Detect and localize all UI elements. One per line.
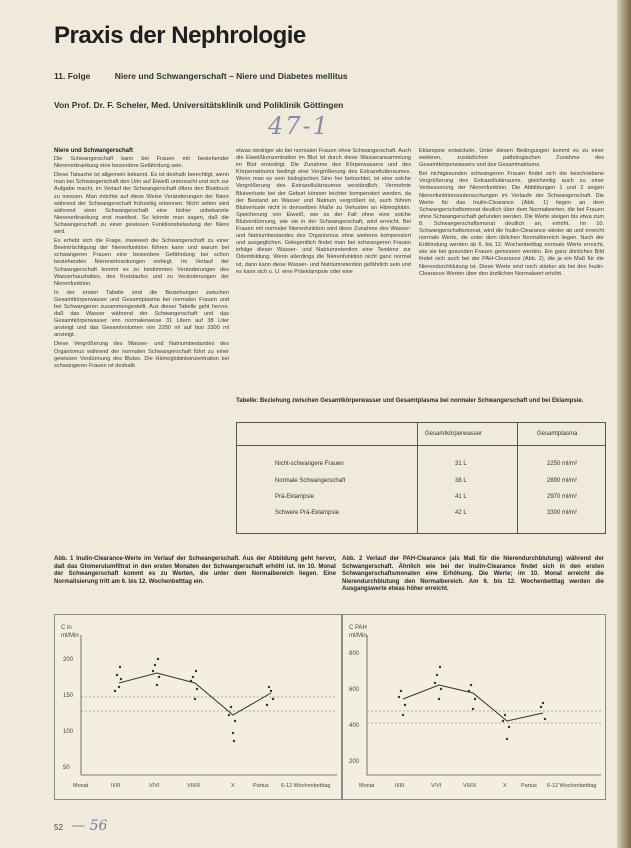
page-number: 52 (54, 823, 63, 832)
y-tick-label: 150 (63, 693, 74, 699)
x-tick-label: VII/IX (463, 783, 477, 789)
x-tick-label: II/III (111, 783, 121, 789)
table-cell: 42 L (455, 510, 467, 516)
page-edge-shadow (617, 0, 631, 848)
y-tick-label: 100 (63, 729, 74, 735)
figure-1-svg (55, 615, 341, 799)
paragraph: Bei nichtgesunden schwangeren Frauen findet sich die beschriebene Vergrößerung des Extrazellulärraums, gleichzeitig auch zu einer Verbesserung der Nierenfunktion. Die Abbildungen 1 und 2 zeigen Nierenfunktionsuntersuchungen im Verlaufe der Schwangerschaft. Die Werte für das Inulin-Clearance (Abb. 1) liegen an dem Schwangerschaftsmonat deutlich über dem Normalwerten, die bei Frauen ohne Schwangerschaft gefunden werden. Die Werte steigen bis etwa zum 8. Schwangerschaftsmonat deutlich an, erhöht. Im 10. Schwangerschaftsmonat, wird die Inulin-Clearance wieder ab und erreicht normale Werte, die unter dem üblichen Normalbereich liegen. Nach der Entbindung werden ab 6. bis 12. Wochenbetttag normale Werte erreicht, wie sie bei gesunden Frauen gemessen werden. Ein ganz ähnliches Bild findet sich auch bei der PAH-Clearance (Abb. 2), die ja ein Maß für die Nierendurchblutung ist. Diese Werte sind noch stärker als bei den Inulin-Clearance-Werten über den ärztlichen Normalwert erhöht. (419, 171, 604, 277)
table-header-cell: Gesamtkörperwasser (425, 431, 483, 437)
series-topic: Niere und Schwangerschaft – Niere und Diabetes mellitus (114, 71, 348, 81)
table-caption: Tabelle: Beziehung zwischen Gesamtkörperwasser und Gesamtplasma bei normaler Schwangerschaft und bei Eklampsie. (236, 398, 584, 404)
table-cell: 2250 ml/m² (547, 461, 578, 467)
table-cell: 41 L (455, 494, 467, 500)
y-tick-label: 600 (349, 687, 360, 693)
x-tick-label: V/VI (149, 783, 160, 789)
paragraph: Es erhebt sich die Frage, inwieweit die Schwangerschaft zu einer Beeinträchtigung der Nierenfunktion führen kann und warum bei schwangeren Frauen eine besondere Gefährdung bei schon bestehenden Nierenerkrankungen vorliegt. Im Verlauf der Schwangerschaft kommt es zu bestimmten Veränderungen des Wasserhaushaltes, des Kreislaufes und zu Veränderungen der Nierenfunktion. (54, 238, 229, 287)
mean-line (119, 673, 271, 715)
x-tick-label: Partus (253, 783, 269, 789)
table-cell: 2890 ml/m² (547, 478, 578, 484)
y-tick-label: 200 (63, 657, 74, 663)
y-axis-label: ml/Min (61, 633, 79, 639)
figure-1-caption: Abb. 1 Inulin-Clearance-Werte im Verlauf der Schwangerschaft. Aus der Abbildung geht hervor, daß das Glomerulumfiltrat in den ersten Monaten der Schwangerschaft erhöht ist. Im 10. Monat der Schwangerschaft kommt es zu Werten, die unter dem Normalbereich liegen. Eine Normalisierung tritt am 6. bis 12. Wochenbetttag ein. (54, 556, 336, 585)
paragraph: Eklampsie entwickeln. Unter diesen Bedingungen kommt es zu einer weiteren, zusätzlichen pathologischen Zunahme des Gesamtkörperwassers und des Gesamtnatriums. (419, 148, 604, 169)
y-tick-label: 400 (349, 723, 360, 729)
x-tick-label: Partus (521, 783, 537, 789)
paragraph: Diese Vergrößerung des Wasser- und Natriumbestandes des Organismus während der normalen Schwangerschaft führt zu einer gewissen Verdünnung des Blutes. Die Hämoglobinkonzentration bei schwangeren Frauen ist deshalb (54, 341, 229, 369)
data-table (236, 422, 606, 534)
y-axis-label: C PAH (349, 625, 367, 631)
x-tick-label: 6-12 Wochenbetttag (547, 783, 597, 789)
data-points (114, 658, 274, 742)
handwritten-page-mark: — 56 (71, 818, 108, 834)
page-title: Praxis der Nephrologie (54, 22, 306, 49)
table-cell: 31 L (455, 461, 467, 467)
figure-2-caption: Abb. 2 Verlauf der PAH-Clearance (als Maß für die Nierendurchblutung) während der Schwangerschaft. Ähnlich wie bei der Inulin-Clearance findet sich in den ersten Schwangerschaftsmonaten eine Erhöhung. Die Werte; im 10. Monat erreicht die Nierendurchblutung den Normalbereich. Am 6. bis 12. Wochenbetttag werden die Ausgangswerte etwas höher erreicht. (342, 556, 604, 592)
series-label: 11. Folge (54, 71, 91, 81)
table-cell: 3300 ml/m² (547, 510, 578, 516)
paragraph: In der ersten Tabelle sind die Beziehungen zwischen Gesamtkörperwasser und Gesamtplasma bei normalen Frauen und bei Schwangeren zusammengestellt. Aus dieser Tabelle geht hervor, daß das Wasser während der Schwangerschaft und das Gesamtkörperwasser von normalerweise 31 Litern auf 38 Liter ansteigt und das Gesamtvolumen von 2250 ml auf fast 3300 ml ansteigt. (54, 289, 229, 339)
y-tick-label: 800 (349, 651, 360, 657)
paragraph: Die Schwangerschaft kann bei Frauen mit bestehender Nierenerkrankung eine besondere Gefährdung sein. (54, 156, 229, 170)
x-tick-label: II/III (395, 783, 405, 789)
figure-2-chart (342, 614, 606, 800)
table-cell: Normale Schwangerschaft (275, 478, 346, 484)
table-cell: Prä-Eklampsie (275, 494, 315, 500)
paragraph: Diese Tatsache ist allgemein bekannt. Es ist deshalb berechtigt, wenn man bei Schwangerschaft den Urin auf Eiweiß untersucht und sich zur Aufgabe macht, im Verlauf der Schwangerschaft öfters den Blutdruck zu messen. Man möchte auf diese Weise Veränderungen der Niere während der Schwangerschaft frühzeitig erkennen. Nicht selten wird während einer Schwangerschaft eine bisher unbekannte Nierenerkrankung erst manifest. So könnte man sagen, daß die Schwangerschaft zu einer gewissen Funktionsbelastung der Niere wird. (54, 172, 229, 236)
y-axis-label: C in (61, 625, 72, 631)
x-tick-label: Monat (359, 783, 375, 789)
table-cell: 38 L (455, 478, 467, 484)
x-tick-label: 6-12 Wochenbetttag (281, 783, 331, 789)
table-column-divider (417, 423, 418, 533)
text-column-2 (236, 148, 411, 278)
paragraph: etwas niedriger als bei normalen Frauen ohne Schwangerschaft. Auch die Eiweißkonzentration im Blut ist durch diese Wasseransammlung im Blut erniedrigt. Die Zunahme des Körperwassers und des Körpernatriums bedingt eine Vergrößerung des Extrazellulärraumes. Wenn man es vom biologischen Sinn her betrachtet, ist eine solche Vergrößerung des Extrazellulärraumes verständlich. Vermehrte Blutverluste bei der Geburt können leichter kompensiert werden, da der Bestand an Wasser und Natrium vergrößert ist, auch führen Blutverluste nicht in demselben Maße zu Verlusten an Hämoglobin. Speicherung von Eiweiß, wie es der Fall ohne eine solche Blutverdünnung, wie sie in der Schwangerschaft, wird erreicht. Bei Frauen mit normaler Nierenfunktion wird diese Zunahme des Wasser- und Natriumbestandes des Organismus ohne weiteres kompensiert und ausgeglichen. Gelegentlich findet man bei schwangeren Frauen infolge dieser Wasser- und Natriumretention eine Tendenz zur Ödembildung. Wenn allerdings die Nierenfunktion nicht ganz normal ist, dann kann diese Wasser- und Natriumretention gefährlich sein und es kann sich u. U. eine Präeklampsie oder eine (236, 148, 411, 275)
x-tick-label: VII/IX (187, 783, 201, 789)
author-line: Von Prof. Dr. F. Scheler, Med. Universitätsklinik und Poliklinik Göttingen (54, 100, 344, 110)
series-line (54, 71, 370, 81)
section-heading: Niere und Schwangerschaft (54, 148, 134, 154)
figure-1-chart (54, 614, 342, 800)
y-axis-label: ml/Min (349, 633, 367, 639)
text-column-1 (54, 148, 229, 372)
text-column-3 (419, 148, 604, 280)
table-header-divider (237, 445, 605, 446)
table-column-divider (517, 423, 518, 533)
x-tick-label: V/VI (431, 783, 442, 789)
data-points (398, 666, 546, 740)
table-cell: Schwere Prä-Eklampsie (275, 510, 340, 516)
mean-line (403, 685, 543, 721)
table-cell: 2970 ml/m² (547, 494, 578, 500)
y-tick-label: 200 (349, 759, 360, 765)
handwritten-note: 47-1 (268, 112, 330, 140)
x-tick-label: X (503, 783, 507, 789)
x-tick-label: Monat (73, 783, 89, 789)
table-header-cell: Gesamtplasma (537, 431, 578, 437)
table-cell: Nicht-schwangere Frauen (275, 461, 344, 467)
page-footer (54, 818, 107, 834)
y-tick-label: 50 (63, 765, 70, 771)
figure-2-svg (343, 615, 605, 799)
x-tick-label: X (231, 783, 235, 789)
